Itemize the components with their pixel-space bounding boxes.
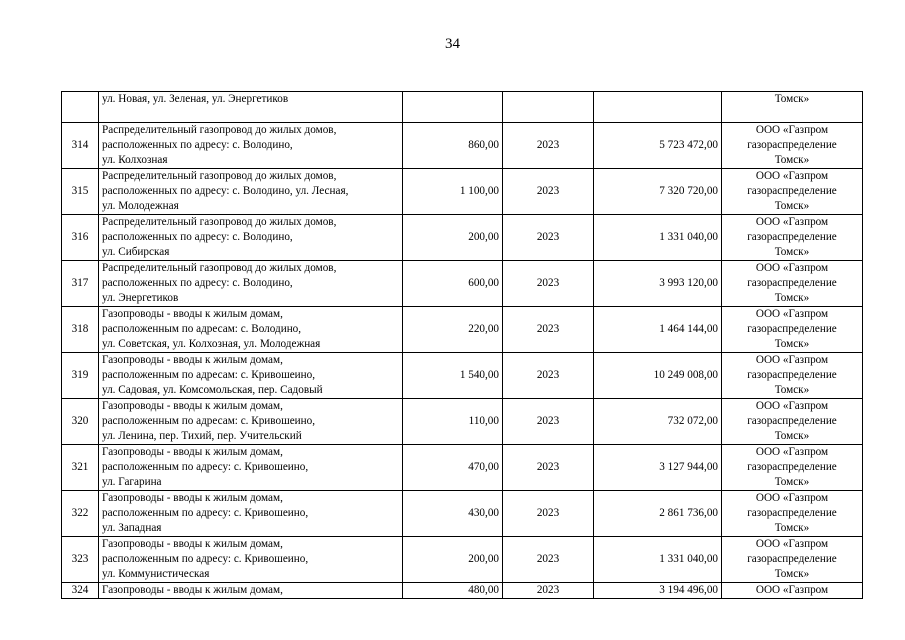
cell-organization-line: ООО «Газпром	[755, 216, 829, 228]
cell-length: 430,00	[403, 491, 503, 537]
cell-name-line: расположенным по адресам: с. Кривошеино,	[102, 369, 316, 381]
cell-name-line: Газопроводы - вводы к жилым домам,	[102, 308, 283, 320]
cell-name-line: Распределительный газопровод до жилых домов,	[102, 262, 337, 274]
cell-name-line: расположенным по адресу: с. Кривошеино,	[102, 553, 309, 565]
cell-year: 2023	[503, 169, 594, 215]
cell-number: 320	[62, 399, 99, 445]
cell-organization-line: ООО «Газпром	[755, 354, 829, 366]
table-row	[62, 215, 863, 261]
cell-organization-line: газораспределение	[747, 277, 837, 289]
cell-organization	[722, 261, 863, 307]
cell-name-line: ул. Колхозная	[102, 154, 168, 166]
cell-organization	[722, 399, 863, 445]
registry-table	[61, 91, 863, 599]
cell-name-line: расположенных по адресу: с. Володино,	[102, 277, 293, 289]
cell-name-line: расположенным по адресу: с. Кривошеино,	[102, 507, 309, 519]
cell-name-line: Распределительный газопровод до жилых домов,	[102, 216, 337, 228]
cell-name-line: расположенным по адресам: с. Кривошеино,	[102, 415, 316, 427]
cell-organization-line: Томск»	[774, 246, 810, 258]
cell-year: 2023	[503, 307, 594, 353]
cell-organization-line: Томск»	[774, 476, 810, 488]
cell-organization-line: ООО «Газпром	[755, 308, 829, 320]
cell-cost: 1 464 144,00	[594, 307, 722, 353]
cell-name	[99, 353, 403, 399]
cell-name-line: ул. Коммунистическая	[102, 568, 210, 580]
cell-cost: 3 993 120,00	[594, 261, 722, 307]
cell-organization	[722, 537, 863, 583]
cell-cost: 732 072,00	[594, 399, 722, 445]
cell-organization	[722, 169, 863, 215]
cell-name	[99, 445, 403, 491]
cell-year: 2023	[503, 215, 594, 261]
cell-name	[99, 261, 403, 307]
cell-organization: Томск»	[722, 92, 863, 123]
cell-organization-line: газораспределение	[747, 139, 837, 151]
cell-organization-line: газораспределение	[747, 461, 837, 473]
cell-number: 319	[62, 353, 99, 399]
cell-organization-line: ООО «Газпром	[755, 124, 829, 136]
cell-name	[99, 537, 403, 583]
cell-cost: 5 723 472,00	[594, 123, 722, 169]
cell-name	[99, 307, 403, 353]
cell-length: 200,00	[403, 537, 503, 583]
cell-length: 1 540,00	[403, 353, 503, 399]
cell-organization-line: газораспределение	[747, 415, 837, 427]
cell-organization-line: Томск»	[774, 430, 810, 442]
cell-organization-line: газораспределение	[747, 369, 837, 381]
cell-number: 322	[62, 491, 99, 537]
cell-length: 1 100,00	[403, 169, 503, 215]
cell-name-line: ул. Западная	[102, 522, 162, 534]
cell-number: 321	[62, 445, 99, 491]
cell-name-line: ул. Энергетиков	[102, 292, 179, 304]
cell-name-line: Газопроводы - вводы к жилым домам,	[102, 492, 283, 504]
table-row	[62, 445, 863, 491]
cell-number: 318	[62, 307, 99, 353]
cell-year	[503, 92, 594, 123]
cell-number: 323	[62, 537, 99, 583]
cell-organization	[722, 215, 863, 261]
table-row	[62, 353, 863, 399]
cell-name	[99, 491, 403, 537]
cell-name-line: расположенных по адресу: с. Володино, ул. Лесная,	[102, 185, 349, 197]
cell-cost: 7 320 720,00	[594, 169, 722, 215]
cell-name-line: ул. Советская, ул. Колхозная, ул. Молодежная	[102, 338, 321, 350]
cell-organization	[722, 491, 863, 537]
cell-year: 2023	[503, 123, 594, 169]
cell-organization	[722, 307, 863, 353]
cell-name-line: Распределительный газопровод до жилых домов,	[102, 170, 337, 182]
cell-number	[62, 92, 99, 123]
cell-length: 110,00	[403, 399, 503, 445]
cell-length: 860,00	[403, 123, 503, 169]
cell-organization-line: ООО «Газпром	[755, 446, 829, 458]
cell-cost: 2 861 736,00	[594, 491, 722, 537]
cell-organization-line: ООО «Газпром	[755, 170, 829, 182]
table-row	[62, 261, 863, 307]
cell-cost: 10 249 008,00	[594, 353, 722, 399]
cell-name-line: Газопроводы - вводы к жилым домам,	[102, 538, 283, 550]
cell-organization	[722, 445, 863, 491]
cell-length: 480,00	[403, 583, 503, 599]
cell-name-line: ул. Ленина, пер. Тихий, пер. Учительский	[102, 430, 302, 442]
cell-organization-line: Томск»	[774, 292, 810, 304]
cell-number: 324	[62, 583, 99, 599]
table-row	[62, 123, 863, 169]
cell-organization-line: ООО «Газпром	[755, 584, 829, 596]
cell-year: 2023	[503, 445, 594, 491]
cell-name-line: расположенным по адресам: с. Володино,	[102, 323, 302, 335]
cell-name-line: Газопроводы - вводы к жилым домам,	[102, 446, 283, 458]
cell-organization-line: Томск»	[774, 384, 810, 396]
table-row	[62, 537, 863, 583]
cell-year: 2023	[503, 261, 594, 307]
cell-organization-line: газораспределение	[747, 507, 837, 519]
cell-name-line: ул. Молодежная	[102, 200, 179, 212]
cell-name: ул. Новая, ул. Зеленая, ул. Энергетиков	[99, 92, 403, 123]
cell-organization-line: газораспределение	[747, 231, 837, 243]
cell-organization-line: ООО «Газпром	[755, 400, 829, 412]
table-row	[62, 583, 863, 599]
cell-number: 315	[62, 169, 99, 215]
cell-cost: 1 331 040,00	[594, 537, 722, 583]
cell-length	[403, 92, 503, 123]
cell-cost	[594, 92, 722, 123]
cell-organization-line: Томск»	[774, 338, 810, 350]
cell-year: 2023	[503, 399, 594, 445]
cell-organization-line: Томск»	[774, 200, 810, 212]
cell-name-line: ул. Гагарина	[102, 476, 162, 488]
cell-year: 2023	[503, 537, 594, 583]
cell-name	[99, 169, 403, 215]
cell-year: 2023	[503, 353, 594, 399]
cell-name-line: Газопроводы - вводы к жилым домам,	[102, 354, 283, 366]
cell-year: 2023	[503, 583, 594, 599]
cell-name	[99, 215, 403, 261]
table-row	[62, 307, 863, 353]
cell-organization-line: Томск»	[774, 568, 810, 580]
cell-length: 470,00	[403, 445, 503, 491]
cell-name-line: Газопроводы - вводы к жилым домам,	[102, 584, 283, 596]
cell-length: 600,00	[403, 261, 503, 307]
cell-name-line: ул. Садовая, ул. Комсомольская, пер. Садовый	[102, 384, 323, 396]
cell-organization	[722, 123, 863, 169]
table-row	[62, 169, 863, 215]
cell-length: 220,00	[403, 307, 503, 353]
cell-name	[99, 399, 403, 445]
cell-cost: 1 331 040,00	[594, 215, 722, 261]
cell-name-line: Газопроводы - вводы к жилым домам,	[102, 400, 283, 412]
cell-organization-line: газораспределение	[747, 185, 837, 197]
page-number: 34	[445, 36, 460, 52]
cell-number: 314	[62, 123, 99, 169]
cell-length: 200,00	[403, 215, 503, 261]
cell-number: 316	[62, 215, 99, 261]
cell-name	[99, 123, 403, 169]
cell-name-line: ул. Сибирская	[102, 246, 170, 258]
cell-organization	[722, 353, 863, 399]
cell-organization-line: ООО «Газпром	[755, 262, 829, 274]
cell-name	[99, 583, 403, 599]
cell-organization-line: ООО «Газпром	[755, 492, 829, 504]
cell-organization-line: Томск»	[774, 522, 810, 534]
table-row	[62, 399, 863, 445]
cell-number: 317	[62, 261, 99, 307]
cell-organization	[722, 583, 863, 599]
cell-organization-line: ООО «Газпром	[755, 538, 829, 550]
cell-name-line: расположенных по адресу: с. Володино,	[102, 231, 293, 243]
cell-organization-line: Томск»	[774, 154, 810, 166]
cell-organization-line: газораспределение	[747, 323, 837, 335]
cell-name-line: расположенных по адресу: с. Володино,	[102, 139, 293, 151]
cell-name-line: Распределительный газопровод до жилых домов,	[102, 124, 337, 136]
cell-cost: 3 194 496,00	[594, 583, 722, 599]
cell-year: 2023	[503, 491, 594, 537]
table-row-continuation	[62, 92, 863, 123]
cell-name-line: расположенным по адресу: с. Кривошеино,	[102, 461, 309, 473]
cell-organization-line: газораспределение	[747, 553, 837, 565]
cell-cost: 3 127 944,00	[594, 445, 722, 491]
table-row	[62, 491, 863, 537]
